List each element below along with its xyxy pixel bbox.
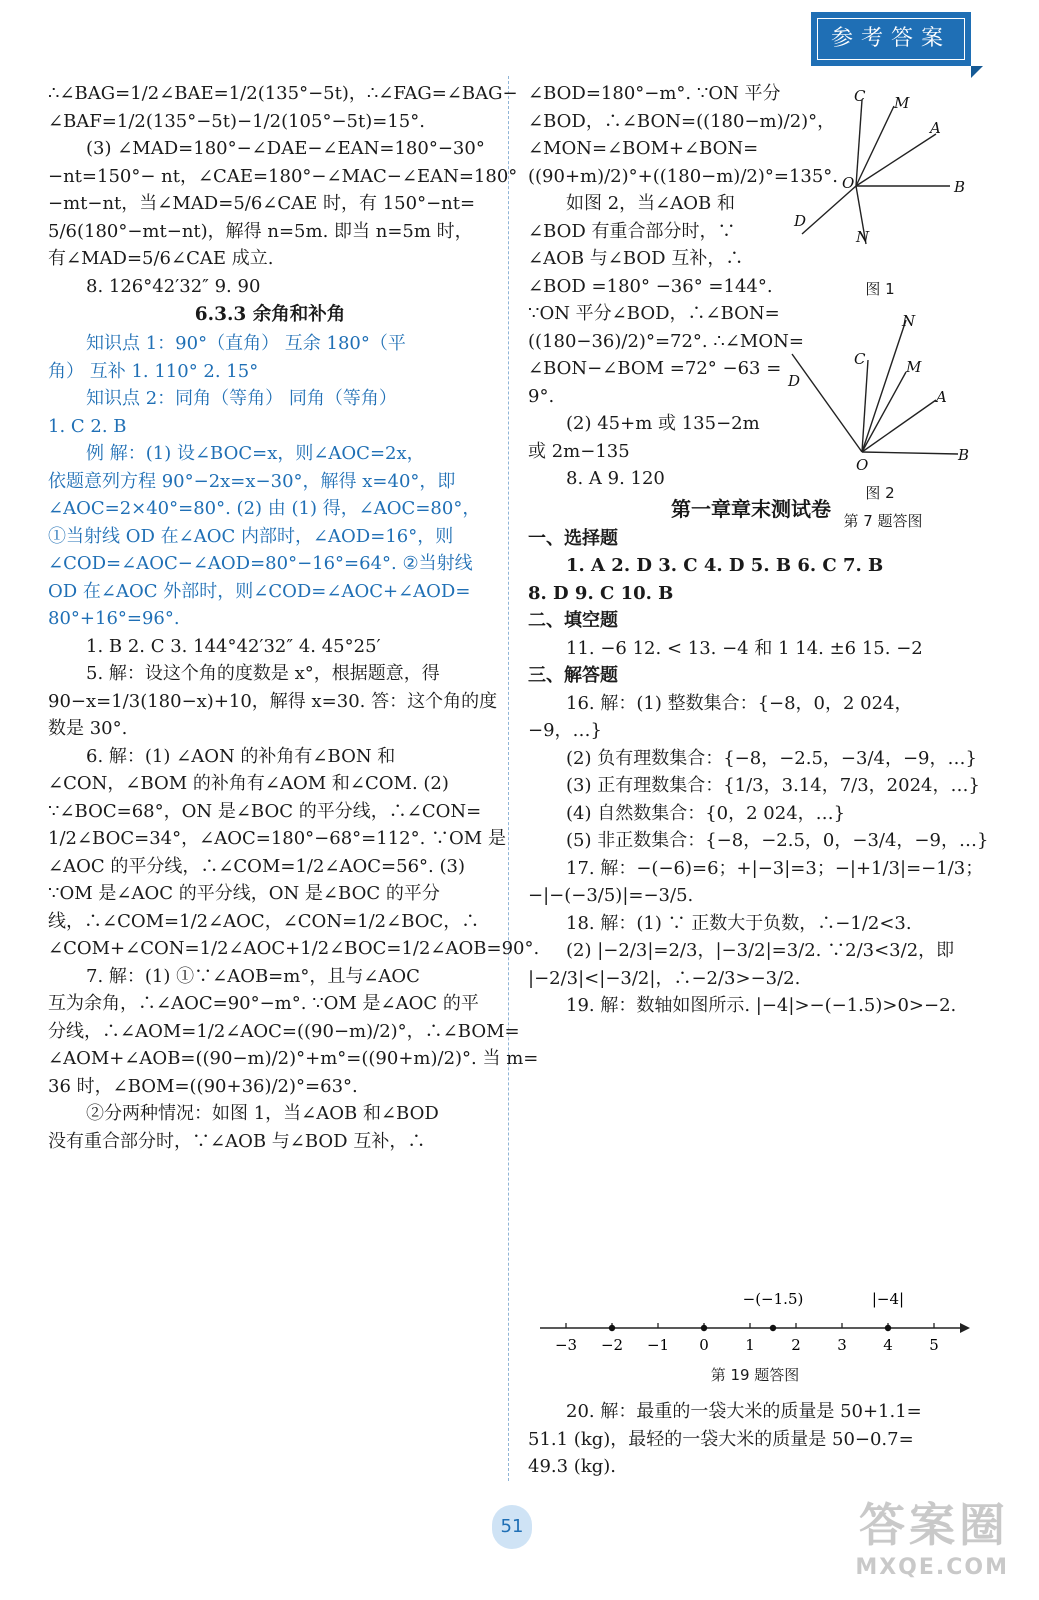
answer-tag-label: 参考答案 xyxy=(817,18,965,60)
page-number: 51 xyxy=(492,1505,532,1549)
right-text-line: −|−(−3/5)|=−3/5. xyxy=(528,885,694,906)
left-text-line: 80°+16°=96°. xyxy=(48,608,180,629)
left-text-line: 互为余角，∴∠AOC=90°−m°. ∵OM 是∠AOC 的平 xyxy=(48,993,479,1014)
number-line-point-label: |−4| xyxy=(871,1290,905,1308)
right-text-line: 或 2m−135 xyxy=(528,440,630,462)
right-tail-text-line: 49.3 (kg). xyxy=(528,1456,616,1477)
fig1-label-o: O xyxy=(842,174,855,192)
number-line-tick-label: −3 xyxy=(554,1336,578,1354)
number-line xyxy=(536,1290,976,1362)
right-text-line: 8. D 9. C 10. B xyxy=(528,582,674,604)
right-text-line: 三、解答题 xyxy=(528,665,618,686)
right-tail-text-line: 51.1 (kg)，最轻的一袋大米的质量是 50−0.7= xyxy=(528,1428,914,1450)
fig1-label-d: D xyxy=(794,212,807,230)
right-text-line: ∠AOB 与∠BOD 互补，∴ xyxy=(528,248,744,269)
left-text-line: 知识点 1：90°（直角） 互余 180°（平 xyxy=(86,333,406,354)
number-line-tick-label: 1 xyxy=(745,1336,755,1354)
watermark-url: MXQE.COM xyxy=(855,1555,1009,1580)
right-text-line: 9°. xyxy=(528,385,555,407)
left-text-line: 5. 解：设这个角的度数是 x°，根据题意，得 xyxy=(86,663,440,684)
left-text-line: ∵OM 是∠AOC 的平分线，ON 是∠BOC 的平分 xyxy=(48,883,440,904)
left-text-line: 8. 126°42′32″ 9. 90 xyxy=(86,275,261,297)
number-line-point xyxy=(885,1325,891,1331)
figure-1 xyxy=(790,86,980,286)
number-line-tick-label: −2 xyxy=(600,1336,624,1354)
right-text-line: ∠BON−∠BOM =72° −63 = xyxy=(528,358,782,379)
number-line-tick-label: −1 xyxy=(646,1336,670,1354)
left-text-line: 没有重合部分时，∵∠AOB 与∠BOD 互补，∴ xyxy=(48,1130,426,1152)
left-text-line: 90−x=1/3(180−x)+10，解得 x=30. 答：这个角的度 xyxy=(48,690,498,712)
left-text-line: 有∠MAD=5/6∠CAE 成立. xyxy=(48,248,274,269)
right-text-line: (2) 45+m 或 135−2m xyxy=(566,413,760,434)
fig1-label-a: A xyxy=(930,119,941,137)
right-text-line: ∠MON=∠BOM+∠BON= xyxy=(528,138,759,159)
number-line-point-label: −(−1.5) xyxy=(742,1290,804,1308)
left-text-line: ∴∠BAG=1/2∠BAE=1/2(135°−5t)，∴∠FAG=∠BAG− xyxy=(48,83,518,104)
left-text-line: 线，∴∠COM=1/2∠AOC，∠CON=1/2∠BOC，∴ xyxy=(48,910,480,932)
left-text-line: ∠COM+∠CON=1/2∠AOC+1/2∠BOC=1/2∠AOB=90°. xyxy=(48,938,540,959)
left-text-line: 知识点 2：同角（等角） 同角（等角） xyxy=(86,388,397,409)
fig2-label-d: D xyxy=(788,372,801,390)
number-line-point xyxy=(770,1325,776,1331)
number-line-tick-label: 4 xyxy=(883,1336,893,1354)
right-text-line: 二、填空题 xyxy=(528,610,618,631)
number-line-tick-label: 0 xyxy=(699,1336,709,1354)
right-text-line: ∠BOD 有重合部分时，∵ xyxy=(528,220,736,242)
fig1-label-m: M xyxy=(894,94,910,112)
right-text-line: ((180−36)/2)°=72°. ∴∠MON= xyxy=(528,330,804,352)
right-text-line: ∵ON 平分∠BOD，∴∠BON= xyxy=(528,303,780,324)
left-text-line: ①当射线 OD 在∠AOC 内部时，∠AOD=16°，则 xyxy=(48,525,454,547)
left-text-line: 数是 30°. xyxy=(48,718,128,739)
answer-tag xyxy=(811,12,971,66)
left-text-line: 依题意列方程 90°−2x=x−30°，解得 x=40°，即 xyxy=(48,470,456,492)
right-text-line: 8. A 9. 120 xyxy=(566,468,665,489)
watermark-logo-text: 答案圈 xyxy=(859,1498,1009,1552)
right-text-line: (3) 正有理数集合：{1/3，3.14，7/3，2024，…} xyxy=(566,775,980,796)
right-text-line: 11. −6 12. < 13. −4 和 1 14. ±6 15. −2 xyxy=(566,637,923,659)
right-text-line: ∠BOD =180° −36° =144°. xyxy=(528,275,773,297)
left-text-line: 36 时，∠BOM=((90+36)/2)°=63°. xyxy=(48,1075,358,1097)
fig1-label-n: N xyxy=(856,228,870,246)
left-text-line: −nt=150°− nt，∠CAE=180°−∠MAC−∠EAN=180° xyxy=(48,165,518,187)
tag-ribbon-tail xyxy=(971,66,983,78)
number-line-tick-label: 2 xyxy=(791,1336,801,1354)
left-text-line: 例 解：(1) 设∠BOC=x，则∠AOC=2x， xyxy=(86,443,425,464)
fig1-label-b: B xyxy=(954,178,966,196)
fig2-label-m: M xyxy=(906,358,922,376)
fig1-label-c: C xyxy=(854,87,866,105)
fig2-label-b: B xyxy=(958,446,970,464)
right-text-line: 如图 2，当∠AOB 和 xyxy=(566,193,735,214)
left-column xyxy=(48,80,540,1155)
right-text-line: 第一章章末测试卷 xyxy=(671,496,831,521)
fig2-label-n: N xyxy=(902,312,916,330)
number-line-point xyxy=(609,1325,615,1331)
fig2-label-o: O xyxy=(856,456,869,474)
left-text-line: 5/6(180°−mt−nt)，解得 n=5m. 即当 n=5m 时， xyxy=(48,220,473,242)
right-text-line: ∠BOD=180°−m°. ∵ON 平分 xyxy=(528,83,781,104)
right-text-line: −9，…} xyxy=(528,720,602,741)
right-text-line: (2) |−2/3|=2/3，|−3/2|=3/2. ∵2/3<3/2，即 xyxy=(566,940,955,961)
left-text-line: ∵∠BOC=68°，ON 是∠BOC 的平分线，∴∠CON= xyxy=(48,800,482,822)
figure-1-caption: 图 1 xyxy=(865,280,895,298)
number-line-caption: 第 19 题答图 xyxy=(710,1366,800,1384)
figure-2-caption: 图 2 xyxy=(865,484,895,502)
left-text-line: 角） 互补 1. 110° 2. 15° xyxy=(48,360,259,382)
right-text-line: ∠BOD，∴∠BON=((180−m)/2)°， xyxy=(528,110,836,132)
left-text-line: 1. B 2. C 3. 144°42′32″ 4. 45°25′ xyxy=(86,635,381,657)
left-text-line: 6. 解：(1) ∠AON 的补角有∠BON 和 xyxy=(86,745,396,767)
left-text-line: ∠AOM+∠AOB=((90−m)/2)°+m°=((90+m)/2)°. 当 m= xyxy=(48,1048,539,1069)
right-tail-text-line: 20. 解：最重的一袋大米的质量是 50+1.1= xyxy=(566,1401,922,1422)
figure-group-caption: 第 7 题答图 xyxy=(843,512,923,530)
left-text-line: 1. C 2. B xyxy=(48,415,127,437)
number-line-point xyxy=(701,1325,707,1331)
left-text-line: 6.3.3 余角和补角 xyxy=(194,304,346,325)
watermark xyxy=(855,1489,1009,1580)
left-text-line: ∠CON，∠BOM 的补角有∠AOM 和∠COM. (2) xyxy=(48,773,449,794)
left-text-line: 1/2∠BOC=34°，∠AOC=180°−68°=112°. ∵OM 是 xyxy=(48,828,506,849)
right-text-line: ((90+m)/2)°+((180−m)/2)°=135°. xyxy=(528,165,839,187)
fig2-label-a: A xyxy=(936,388,947,406)
left-text-line: (3) ∠MAD=180°−∠DAE−∠EAN=180°−30° xyxy=(86,138,485,159)
right-text-line: (4) 自然数集合：{0，2 024，…} xyxy=(566,802,846,824)
right-text-line: |−2/3|<|−3/2|，∴−2/3>−3/2. xyxy=(528,967,801,989)
right-text-line: 1. A 2. D 3. C 4. D 5. B 6. C 7. B xyxy=(566,555,884,576)
right-text-line: 17. 解：−(−6)=6；+|−3|=3；−|+1/3|=−1/3； xyxy=(566,857,984,879)
left-text-line: ∠AOC=2×40°=80°. (2) 由 (1) 得，∠AOC=80°， xyxy=(48,498,481,519)
number-line-arrow xyxy=(960,1323,970,1333)
left-text-line: −mt−nt，当∠MAD=5/6∠CAE 时，有 150°−nt= xyxy=(48,193,476,214)
right-text-line: 16. 解：(1) 整数集合：{−8，0，2 024， xyxy=(566,692,913,714)
left-text-line: 7. 解：(1) ①∵∠AOB=m°，且与∠AOC xyxy=(86,965,420,987)
number-line-tick-label: 5 xyxy=(929,1336,939,1354)
figure-2 xyxy=(786,308,976,478)
right-text-line: (2) 负有理数集合：{−8，−2.5，−3/4，−9，…} xyxy=(566,747,977,769)
left-text-line: OD 在∠AOC 外部时，则∠COD=∠AOC+∠AOD= xyxy=(48,580,471,602)
left-text-line: ∠COD=∠AOC−∠AOD=80°−16°=64°. ②当射线 xyxy=(48,553,473,574)
left-text-line: 分线，∴∠AOM=1/2∠AOC=((90−m)/2)°，∴∠BOM= xyxy=(48,1020,520,1042)
right-text-line: (5) 非正数集合：{−8，−2.5，0，−3/4，−9，…} xyxy=(566,830,989,851)
fig2-label-c: C xyxy=(854,350,866,368)
right-text-line: 一、选择题 xyxy=(528,527,618,549)
left-text-line: ②分两种情况：如图 1，当∠AOB 和∠BOD xyxy=(86,1103,439,1124)
right-text-line: 18. 解：(1) ∵ 正数大于负数，∴−1/2<3. xyxy=(566,912,912,934)
right-column-tail xyxy=(528,1398,974,1481)
number-line-tick-label: 3 xyxy=(837,1336,847,1354)
right-text-line: 19. 解：数轴如图所示. |−4|>−(−1.5)>0>−2. xyxy=(566,995,957,1016)
left-text-line: ∠BAF=1/2(135°−5t)−1/2(105°−5t)=15°. xyxy=(48,110,425,132)
left-text-line: ∠AOC 的平分线，∴∠COM=1/2∠AOC=56°. (3) xyxy=(48,855,465,877)
column-divider xyxy=(508,76,509,1481)
